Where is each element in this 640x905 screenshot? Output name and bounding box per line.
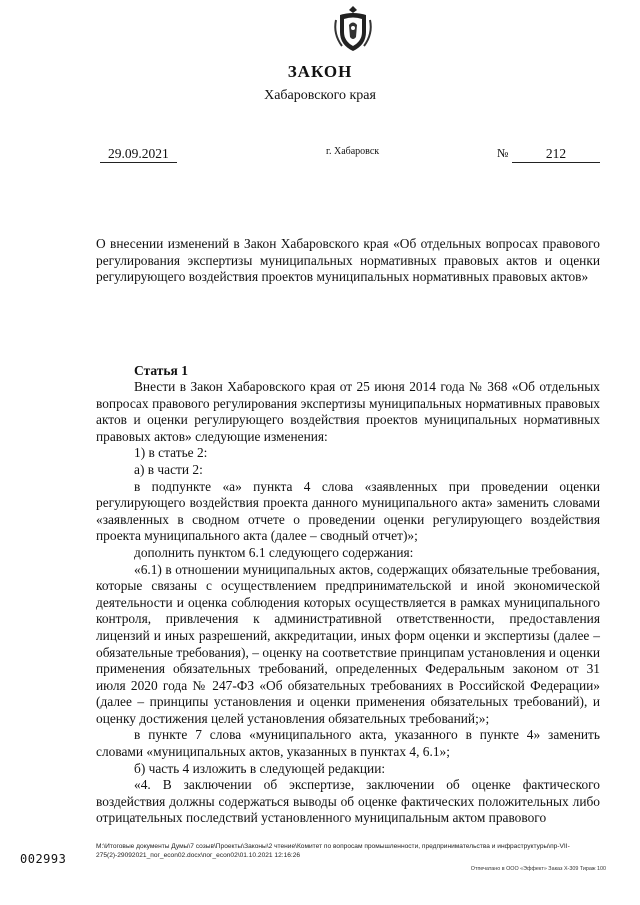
paragraph: б) часть 4 изложить в следующей редакции:: [134, 760, 386, 776]
serial-number: 002993: [20, 852, 67, 866]
paragraph: в пункте 7 слова «муниципального акта, указанного в пункте 4» заменить словами «муниципальных актов, указанных в пунктах 4, 6.1»;: [96, 727, 600, 760]
number-sign: №: [497, 146, 509, 160]
paragraph: в подпункте «а» пункта 4 слова «заявленных при проведении оценки регулирующего воздействия проекта данного муниципального акта» заменить словами «заявленных в сводном отчете о проведении оценки регулирующего воздействия проекта муниципального акта (далее – сводный отчет)»;: [96, 478, 600, 544]
printer-note: Отпечатано в ООО «Эффект» Заказ X-309 Тираж 100: [470, 866, 606, 872]
article-body: [96, 379, 600, 827]
law-city: г. Хабаровск: [326, 146, 380, 157]
paragraph: дополнить пунктом 6.1 следующего содержания:: [134, 544, 414, 560]
law-number: 212: [512, 145, 600, 163]
paragraph: Внести в Закон Хабаровского края от 25 июня 2014 года № 368 «Об отдельных вопросах правового регулирования экспертизы муниципальных нормативных правовых актов и оценки регулирующего воздействия проектов муниципальных нормативных правовых актов» следующие изменения:: [96, 379, 600, 444]
document-subtitle: Хабаровского края: [264, 88, 376, 103]
paragraph: а) в части 2:: [134, 461, 203, 477]
article-title: Статья 1: [134, 363, 188, 378]
file-path: М:\Итоговые документы Думы\7 созыв\Проекты\Законы\2 чтение\Комитет по вопросам промышленности, предпринимательства и инфраструктуры\пр-VII-275(2)-29092021_пог_econ02.docx\пог_econ02\01.10.2021 12:16:26: [96, 843, 570, 859]
paragraph: «6.1) в отношении муниципальных актов, содержащих обязательные требования, которые связаны с осуществлением предпринимательской и иной экономической деятельности и оценка соблюдения которых осуществляется в рамках муниципального контроля, привлечения к административной ответственности, предоставления лицензий и иных разрешений, аккредитации, иных форм оценки и экспертизы (далее – обязательные требования), – оценку на соответствие принципам установления и оценки применения обязательных требований, определенных Федеральным законом от 31 июля 2020 года № 247-ФЗ «Об обязательных требованиях в Российской Федерации» (далее – принципы установления и оценки применения обязательных требований), и оценку достижения целей установления обязательных требований;»;: [96, 561, 600, 726]
coat-of-arms-emblem: [328, 4, 378, 54]
law-heading: О внесении изменений в Закон Хабаровского края «Об отдельных вопросах правового регулирования экспертизы муниципальных нормативных правовых актов и оценки регулирующего воздействия проектов муниципальных нормативных правовых актов»: [96, 236, 600, 285]
paragraph: 1) в статье 2:: [134, 445, 208, 461]
paragraph: «4. В заключении об экспертизе, заключении об оценке фактического воздействия должны содержаться выводы об оценке фактических положительных либо отрицательных последствий установленного муниципальным актом правового: [96, 777, 600, 826]
document-title: ЗАКОН: [287, 62, 353, 81]
law-date: 29.09.2021: [100, 145, 177, 163]
